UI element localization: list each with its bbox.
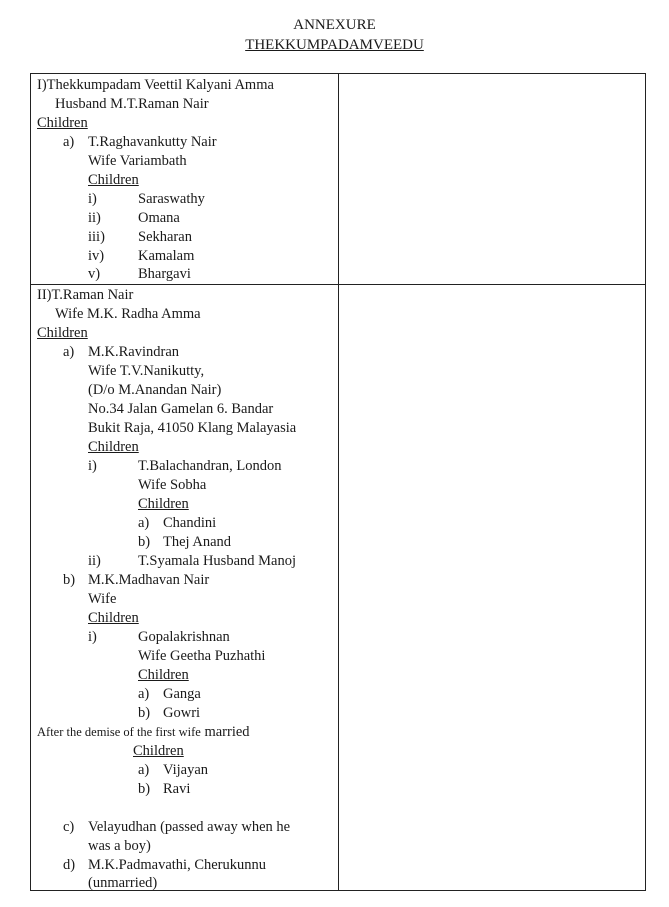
s2-child-a-ii-name: T.Syamala Husband Manoj xyxy=(138,553,296,569)
list-item-marker: i) xyxy=(88,191,97,207)
s2-child-b-i-wife: Wife Geetha Puzhathi xyxy=(138,648,266,664)
s2-child-b-i-name: Gopalakrishnan xyxy=(138,629,230,645)
s2-child-d-marker: d) xyxy=(63,857,76,873)
section2-heading: II)T.Raman Nair xyxy=(37,287,134,303)
second-marriage-note xyxy=(37,723,250,741)
s2-child-a-marker: a) xyxy=(63,344,75,360)
s2-child-d-line2: (unmarried) xyxy=(88,875,158,891)
s2-child-b-i-marker: i) xyxy=(88,629,97,645)
list-item-marker: v) xyxy=(88,266,101,282)
section2-wife: Wife M.K. Radha Amma xyxy=(55,306,201,322)
s1-child-a-children-label: Children xyxy=(88,172,139,188)
second-marriage-note-text: After the demise of the first wife xyxy=(37,725,201,739)
s2-child-b-marker: b) xyxy=(63,572,76,588)
document-title: ANNEXURE xyxy=(293,17,376,33)
list-item: Omana xyxy=(138,210,180,226)
second-children-label: Children xyxy=(133,743,184,759)
list-item: Thej Anand xyxy=(163,534,232,550)
list-item: Ganga xyxy=(163,686,201,702)
s2-child-b-children-label: Children xyxy=(88,610,139,626)
s2-child-c-marker: c) xyxy=(63,819,75,835)
s2-child-a-wife: Wife T.V.Nanikutty, xyxy=(88,363,205,379)
section1-children-label: Children xyxy=(37,115,88,131)
s2-child-b-i-children-label: Children xyxy=(138,667,189,683)
list-item: Gowri xyxy=(163,705,201,721)
s2-child-c-line2: was a boy) xyxy=(88,838,151,854)
section1-husband: Husband M.T.Raman Nair xyxy=(55,96,209,112)
second-marriage-word: married xyxy=(204,724,250,740)
s1-child-a-marker: a) xyxy=(63,134,75,150)
list-item: Bhargavi xyxy=(138,266,191,282)
family-table xyxy=(30,73,646,891)
s2-child-b-name: M.K.Madhavan Nair xyxy=(88,572,210,588)
list-item-marker: iv) xyxy=(88,248,105,264)
s2-child-a-name: M.K.Ravindran xyxy=(88,344,180,360)
list-item-marker: a) xyxy=(138,686,150,702)
s2-child-a-i-name: T.Balachandran, London xyxy=(138,458,282,474)
list-item-marker: ii) xyxy=(88,210,101,226)
s2-child-b-wife: Wife xyxy=(88,591,117,607)
s2-child-a-i-wife: Wife Sobha xyxy=(138,477,207,493)
s2-child-a-parent: (D/o M.Anandan Nair) xyxy=(88,382,222,398)
s2-child-a-address-line1: No.34 Jalan Gamelan 6. Bandar xyxy=(88,401,274,417)
s2-child-a-address-line2: Bukit Raja, 41050 Klang Malayasia xyxy=(88,420,297,436)
list-item-marker: a) xyxy=(138,762,150,778)
column-divider xyxy=(338,74,339,890)
list-item-marker: a) xyxy=(138,515,150,531)
list-item: Vijayan xyxy=(163,762,209,778)
s2-child-d-line1: M.K.Padmavathi, Cherukunnu xyxy=(88,857,267,873)
document-subtitle: THEKKUMPADAMVEEDU xyxy=(245,37,424,53)
list-item-marker: b) xyxy=(138,705,151,721)
list-item: Kamalam xyxy=(138,248,195,264)
list-item: Saraswathy xyxy=(138,191,205,207)
s1-child-a-wife: Wife Variambath xyxy=(88,153,187,169)
list-item-marker: b) xyxy=(138,781,151,797)
list-item: Chandini xyxy=(163,515,217,531)
s2-child-c-line1: Velayudhan (passed away when he xyxy=(88,819,291,835)
s2-child-a-children-label: Children xyxy=(88,439,139,455)
list-item: Ravi xyxy=(163,781,191,797)
list-item: Sekharan xyxy=(138,229,192,245)
section1-heading: I)Thekkumpadam Veettil Kalyani Amma xyxy=(37,77,274,93)
section2-children-label: Children xyxy=(37,325,88,341)
s2-child-a-i-marker: i) xyxy=(88,458,97,474)
s1-child-a-name: T.Raghavankutty Nair xyxy=(88,134,217,150)
s2-child-a-i-children-label: Children xyxy=(138,496,189,512)
s2-child-a-ii-marker: ii) xyxy=(88,553,101,569)
list-item-marker: b) xyxy=(138,534,151,550)
list-item-marker: iii) xyxy=(88,229,105,245)
row-divider xyxy=(31,284,645,285)
